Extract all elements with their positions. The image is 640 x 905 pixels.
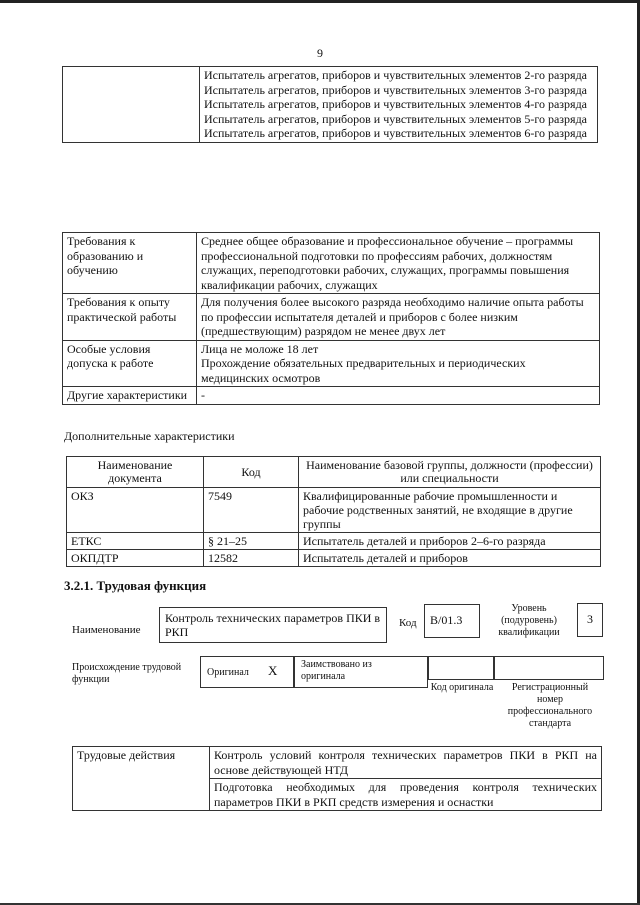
code-label: Код bbox=[399, 617, 417, 629]
requirement-label: Особые условия допуска к работе bbox=[63, 340, 197, 387]
doc-cell: ОКЗ bbox=[67, 488, 204, 533]
actions-label: Трудовые действия bbox=[73, 747, 210, 811]
level-label: Уровень (подуровень) квалификации bbox=[498, 603, 560, 638]
rank-item: Испытатель агрегатов, приборов и чувствительных элементов 2-го разряда bbox=[204, 68, 587, 82]
doc-cell: ЕТКС bbox=[67, 533, 204, 550]
table-row bbox=[73, 747, 602, 779]
requirement-label: Требования к опыту практической работы bbox=[63, 294, 197, 341]
borrowed-label: Заимствовано из оригинала bbox=[301, 659, 372, 682]
additional-table bbox=[66, 456, 601, 567]
table-header-row bbox=[67, 457, 601, 488]
action-item: Контроль условий контроля технических параметров ПКИ в РКП на основе действующей НТД bbox=[210, 747, 602, 779]
actions-table bbox=[72, 746, 602, 811]
borrowed-box bbox=[294, 656, 428, 688]
section-title: 3.2.1. Трудовая функция bbox=[64, 578, 207, 593]
page-border-top bbox=[0, 0, 640, 3]
rank-item: Испытатель агрегатов, приборов и чувствительных элементов 6-го разряда bbox=[204, 126, 587, 140]
table-row bbox=[67, 550, 601, 567]
requirement-value: Среднее общее образование и профессиональное обучение – программы профессиональной подготовки по профессиям рабочих, должностям служащих, переподготовки рабочих, служащих, программы повышения квалификации рабочих, служащих bbox=[197, 233, 600, 294]
ranks-cell bbox=[200, 67, 598, 143]
table-row bbox=[63, 340, 600, 387]
table-row bbox=[67, 533, 601, 550]
code-cell: § 21–25 bbox=[204, 533, 299, 550]
code-cell: 12582 bbox=[204, 550, 299, 567]
page-number: 9 bbox=[317, 46, 323, 60]
level-box: 3 bbox=[577, 603, 603, 637]
requirement-line: Лица не моложе 18 лет bbox=[201, 341, 319, 356]
reg-number-box bbox=[494, 656, 604, 680]
additional-title: Дополнительные характеристики bbox=[64, 429, 235, 443]
function-code-box: В/01.3 bbox=[424, 604, 480, 638]
original-mark: X bbox=[268, 663, 278, 678]
orig-code-box bbox=[428, 656, 494, 680]
empty-cell bbox=[63, 67, 200, 143]
name-label: Наименование bbox=[72, 624, 141, 636]
ranks-table bbox=[62, 66, 598, 143]
code-cell: 7549 bbox=[204, 488, 299, 533]
name-cell: Квалифицированные рабочие промышленности и рабочие родственных занятий, не входящие в другие группы bbox=[299, 488, 601, 533]
reg-number-label: Регистрационный номер профессионального стандарта bbox=[507, 682, 593, 729]
column-header: Наименование базовой группы, должности (профессии) или специальности bbox=[299, 457, 601, 488]
rank-item: Испытатель агрегатов, приборов и чувствительных элементов 4-го разряда bbox=[204, 97, 587, 111]
requirements-table bbox=[62, 232, 600, 405]
table-row bbox=[63, 387, 600, 405]
table-row bbox=[63, 233, 600, 294]
requirement-label: Другие характеристики bbox=[63, 387, 197, 405]
table-row bbox=[63, 67, 598, 143]
name-cell: Испытатель деталей и приборов bbox=[299, 550, 601, 567]
table-row bbox=[67, 488, 601, 533]
requirement-value: - bbox=[197, 387, 600, 405]
original-box bbox=[200, 656, 294, 688]
column-header: Код bbox=[204, 457, 299, 488]
column-header: Наименование документа bbox=[67, 457, 204, 488]
action-item: Подготовка необходимых для проведения контроля технических параметров ПКИ в РКП средств измерения и оснастки bbox=[210, 779, 602, 811]
original-label: Оригинал bbox=[207, 667, 249, 678]
origin-label: Происхождение трудовой функции bbox=[72, 662, 182, 685]
orig-code-label: Код оригинала bbox=[430, 682, 494, 693]
requirement-value: Для получения более высокого разряда необходимо наличие опыта работы по профессии испытателя деталей и приборов с более низким (предшествующим) разрядом не менее двух лет bbox=[197, 294, 600, 341]
requirement-label: Требования к образованию и обучению bbox=[63, 233, 197, 294]
rank-item: Испытатель агрегатов, приборов и чувствительных элементов 3-го разряда bbox=[204, 82, 587, 97]
requirement-value bbox=[197, 340, 600, 387]
requirement-line: Прохождение обязательных предварительных и периодических медицинских осмотров bbox=[201, 356, 526, 385]
function-name-box: Контроль технических параметров ПКИ в РКП bbox=[159, 607, 387, 643]
doc-cell: ОКПДТР bbox=[67, 550, 204, 567]
rank-item: Испытатель агрегатов, приборов и чувствительных элементов 5-го разряда bbox=[204, 111, 587, 126]
table-row bbox=[63, 294, 600, 341]
name-cell: Испытатель деталей и приборов 2–6-го разряда bbox=[299, 533, 601, 550]
